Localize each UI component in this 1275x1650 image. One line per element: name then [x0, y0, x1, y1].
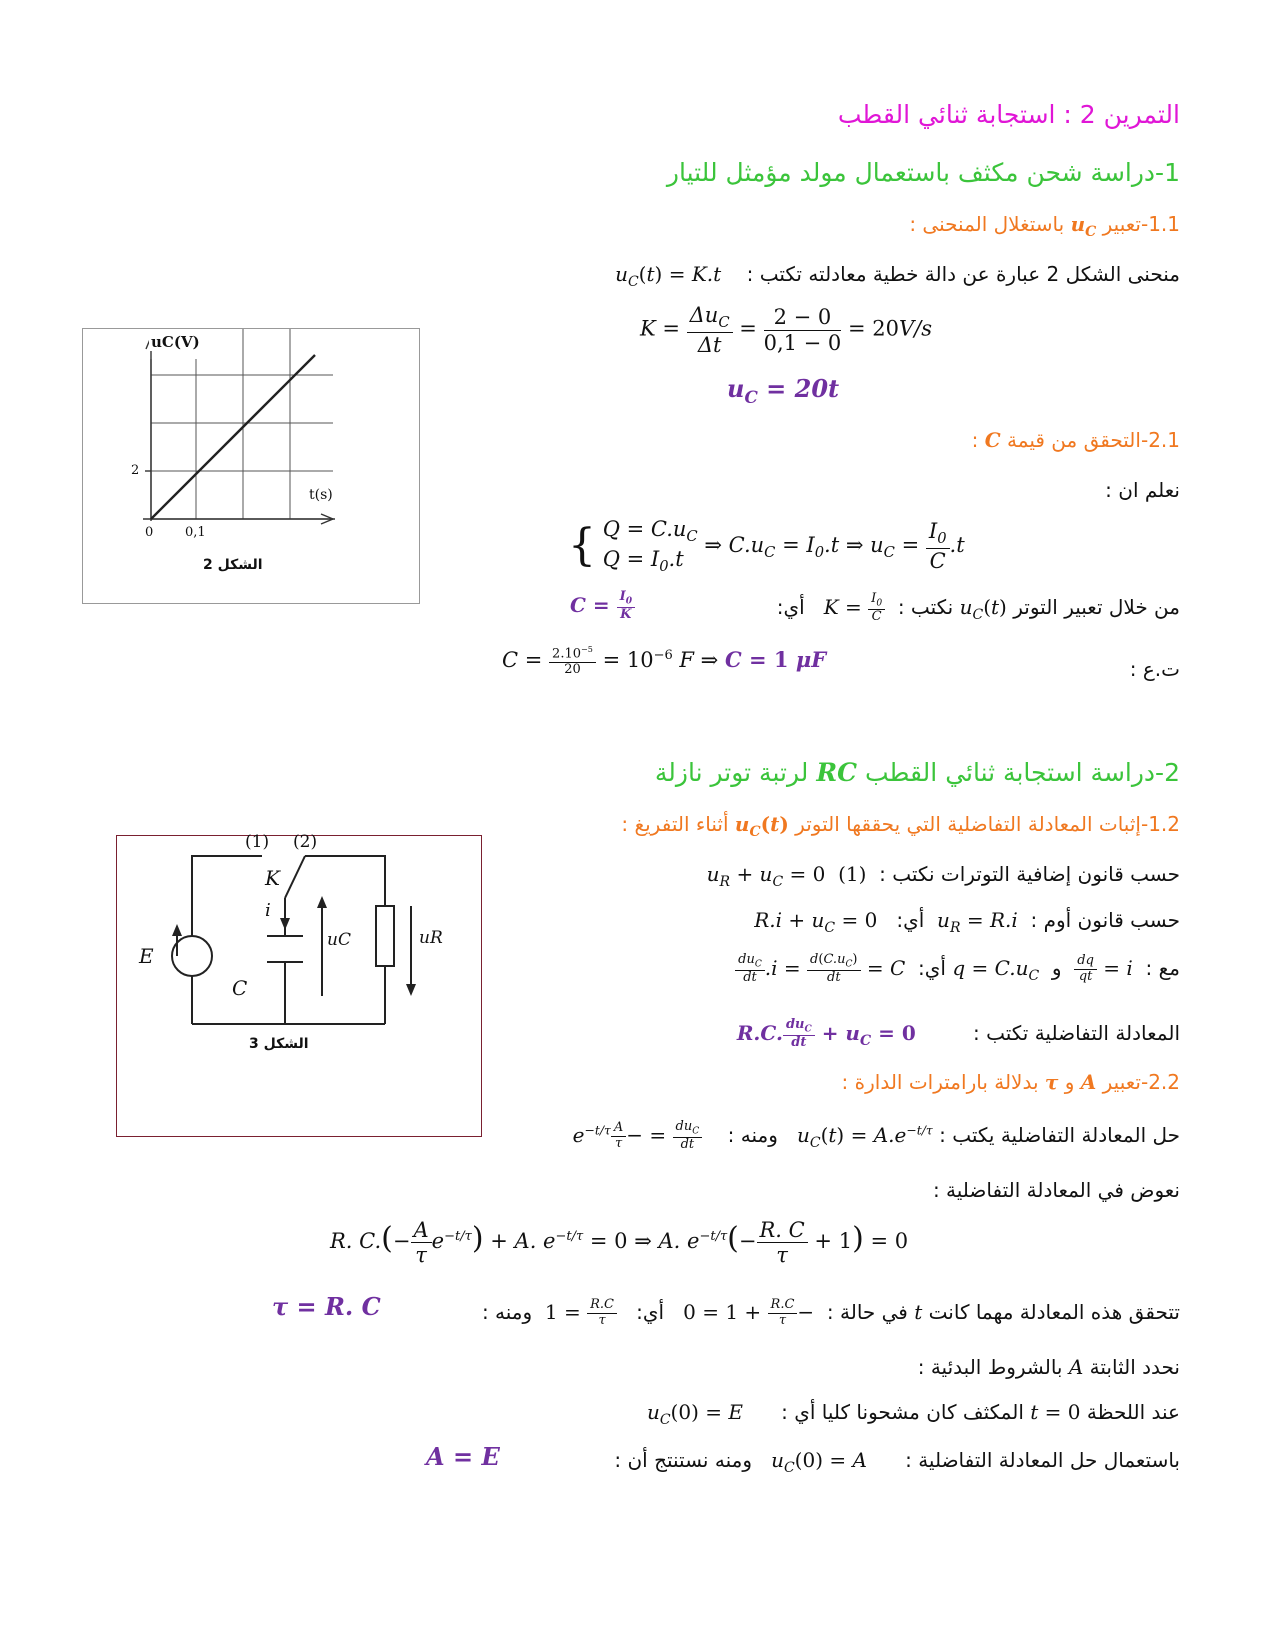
know-line: نعلم ان :	[1105, 478, 1180, 502]
figure2-graph	[82, 328, 420, 604]
section2-sub2-heading: 2.2-تعبير A و τ بدلالة بارامترات الدارة :	[841, 1070, 1180, 1094]
y-axis-label: uC(V)	[151, 333, 200, 351]
diff-line: المعادلة التفاضلية تكتب : R.C. $\frac{du_C}{dt}$ + $u_C = 0$	[736, 1017, 1180, 1051]
figure2-caption: الشكل 2	[203, 557, 263, 573]
section2-sub1-heading: 1.2-إثبات المعادلة التفاضلية التي يحققها التوتر $u_C(t)$ أثناء التفريغ :	[621, 812, 1180, 840]
charge-system: { $Q = C.u_C$ $Q = I_0.t$ ⇒ $C.u_C = I_0.t$ ⇒ $u_C$ = $\frac{I_0}{C}$ .t	[568, 517, 965, 576]
law-addition: حسب قانون إضافية التوترات نكتب : $u_R + u_C = 0$ (1)	[706, 862, 1180, 890]
current-line: مع : i = $\frac{dq}{qt}$ و $q = C.u_C$ أي: i = $\frac{d(C.u_C)}{dt}$ = C. $\frac{du_C}{dt}$	[735, 953, 1180, 986]
label-c: C	[232, 976, 248, 1000]
using-line: باستعمال حل المعادلة التفاضلية : $u_C(0) = A$ ومنه نستنتج أن :	[614, 1448, 1180, 1476]
tick-x: 0,1	[185, 525, 206, 540]
page-title: التمرين 2 : استجابة ثنائي القطب	[837, 100, 1180, 129]
numeric-label: ت.ع :	[1129, 657, 1180, 681]
label-1: (1)	[245, 832, 270, 852]
section1-sub1-heading: 1.1-تعبير $u_C$ باستغلال المنحنى :	[909, 212, 1180, 240]
substitute-line: نعوض في المعادلة التفاضلية :	[932, 1178, 1180, 1202]
a-result: A = E	[426, 1442, 500, 1471]
label-uc: uC	[327, 930, 351, 950]
solution-line: حل المعادلة التفاضلية يكتب : $u_C(t) = A.e^{-t/\tau}$ ومنه : $\frac{du_C}{dt}$ = − $\frac{A}{\tau}$ $e^{-t/\tau}$	[572, 1119, 1180, 1153]
section1-sub2-heading: 2.1-التحقق من قيمة C :	[971, 428, 1180, 452]
label-i: i	[265, 900, 271, 921]
expression-line: من خلال تعبير التوتر $u_C(t)$ نكتب : $\frac{I_0}{C}$ = K أي:	[776, 591, 1180, 625]
section1-heading: 1-دراسة شحن مكثف باستعمال مولد مؤمثل للتيار	[666, 158, 1180, 187]
k-equation: K = $\frac{\Delta u_C}{\Delta t}$ = $\frac{2 - 0}{0,1 - 0}$ = 20V/s	[640, 303, 933, 358]
initial-line: عند اللحظة t = 0 المكثف كان مشحونا كليا أي : $u_C(0) = E$	[646, 1400, 1180, 1428]
curve-line: منحنى الشكل 2 عبارة عن دالة خطية معادلته تكتب : $u_C(t) = K.t$	[615, 262, 1180, 290]
constant-line: نحدد الثابتة A بالشروط البدئية :	[917, 1355, 1180, 1379]
figure3-caption: الشكل 3	[249, 1036, 309, 1052]
section2-heading: 2-دراسة استجابة ثنائي القطب RC لرتبة توتر نازلة	[654, 758, 1180, 787]
figure3-circuit	[116, 832, 482, 1137]
label-2: (2)	[293, 832, 318, 852]
label-ur: uR	[419, 928, 443, 948]
tick-origin: 0	[145, 525, 154, 540]
uc-result: $u_C = 20t$	[727, 374, 840, 407]
label-e: E	[139, 944, 154, 968]
law-ohm: حسب قانون أوم : $u_R = R.i$ أي: $R.i + u_C = 0$	[754, 908, 1180, 936]
x-axis-label: t(s)	[309, 487, 333, 503]
verify-line: تتحقق هذه المعادلة مهما كانت t في حالة : − $\frac{R.C}{\tau}$ + 1 = 0 أي: $\frac{R.C}{\tau}$ = 1 ومنه :	[481, 1297, 1180, 1328]
long-formula: R. C.(− $\frac{A}{\tau}$ $e^{-t/\tau}) + A$. $e^{-t/\tau} = 0$ ⇒ A. $e^{-t/\tau}(-$ $\frac{R. C}{\tau}$ + 1) = 0	[330, 1218, 909, 1268]
tick-y: 2	[131, 463, 140, 478]
c-result: C = $\frac{I_0}{K}$	[570, 590, 635, 623]
label-k: K	[265, 866, 280, 890]
numeric-formula: C = $\frac{2.10^{-5}}{20}$ = $10^{-6}$ F ⇒ C = 1 μF	[502, 645, 827, 678]
tau-result: τ = R. C	[272, 1292, 381, 1321]
